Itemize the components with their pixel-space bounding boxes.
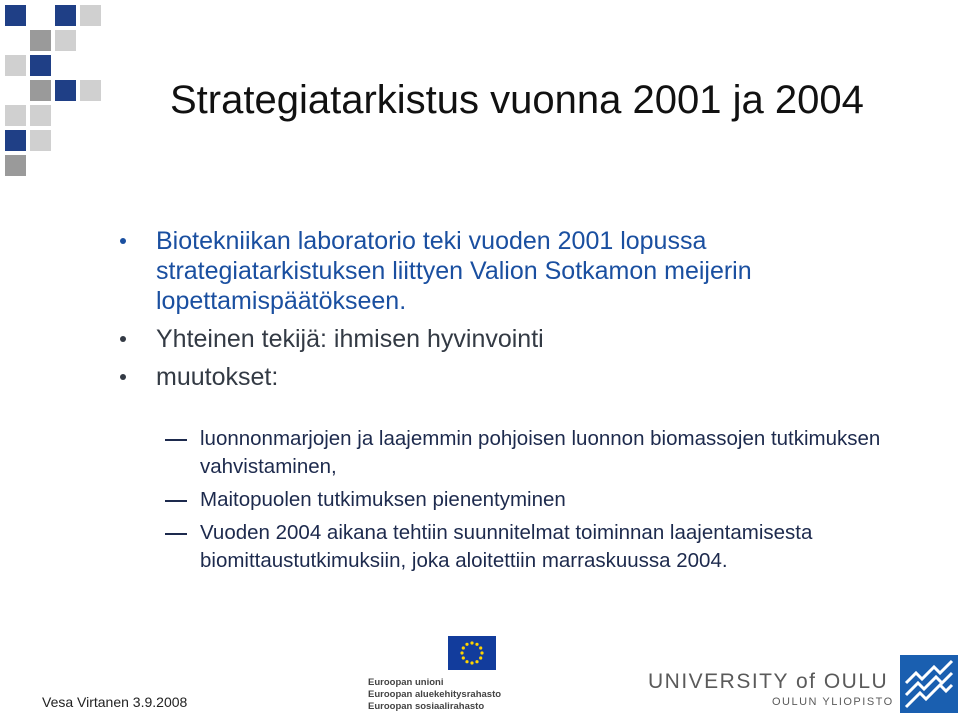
bullet-dot-icon <box>120 336 126 342</box>
university-wordmark <box>648 670 898 710</box>
dash-icon <box>165 439 187 441</box>
deco-square <box>55 5 76 26</box>
deco-square <box>5 55 26 76</box>
eu-text-line: Euroopan sosiaalirahasto <box>368 701 485 712</box>
deco-square <box>5 155 26 176</box>
eu-logo-block <box>368 636 508 715</box>
sub-item <box>165 486 885 514</box>
eu-flag-icon <box>448 636 496 670</box>
university-subname: OULUN YLIOPISTO <box>772 696 894 708</box>
deco-square <box>5 5 26 26</box>
slide-title: Strategiatarkistus vuonna 2001 ja 2004 <box>170 78 864 122</box>
footer-author: Vesa Virtanen 3.9.2008 <box>42 694 188 710</box>
sub-item <box>165 519 885 575</box>
sub-item <box>165 425 885 481</box>
deco-square <box>30 105 51 126</box>
bullet-list <box>118 226 918 400</box>
eu-text-line: Euroopan unioni <box>368 677 444 688</box>
deco-square <box>80 5 101 26</box>
sub-bullet-list <box>165 425 885 580</box>
bullet-text: Biotekniikan laboratorio teki vuoden 2001 lopussa strategiatarkistuksen liittyen Valion Sotkamon meijerin lopettamispäätökseen. <box>156 227 752 315</box>
bullet-item <box>118 226 918 316</box>
deco-square <box>30 55 51 76</box>
deco-square <box>80 80 101 101</box>
sub-item-text: Vuoden 2004 aikana tehtiin suunnitelmat toiminnan laajentamisesta biomittaustutkimuksiin, joka aloitettiin marraskuussa 2004. <box>200 521 813 572</box>
deco-square <box>30 130 51 151</box>
dash-icon <box>165 500 187 502</box>
sub-item-text: Maitopuolen tutkimuksen pienentyminen <box>200 488 566 511</box>
deco-square <box>55 30 76 51</box>
bullet-dot-icon <box>120 374 126 380</box>
deco-square <box>55 80 76 101</box>
deco-square <box>5 130 26 151</box>
decorative-squares <box>0 0 110 180</box>
deco-square <box>30 80 51 101</box>
bullet-text: Yhteinen tekijä: ihmisen hyvinvointi <box>156 325 544 353</box>
bullet-item <box>118 324 918 354</box>
bullet-item <box>118 362 918 392</box>
deco-square <box>30 30 51 51</box>
university-name: UNIVERSITY of OULU <box>648 670 889 693</box>
deco-square <box>5 105 26 126</box>
dash-icon <box>165 533 187 535</box>
bullet-dot-icon <box>120 238 126 244</box>
bullet-text: muutokset: <box>156 363 279 391</box>
eu-text-line: Euroopan aluekehitysrahasto <box>368 689 502 700</box>
university-logo-icon <box>900 655 958 713</box>
sub-item-text: luonnonmarjojen ja laajemmin pohjoisen luonnon biomassojen tutkimuksen vahvistaminen, <box>200 427 881 478</box>
